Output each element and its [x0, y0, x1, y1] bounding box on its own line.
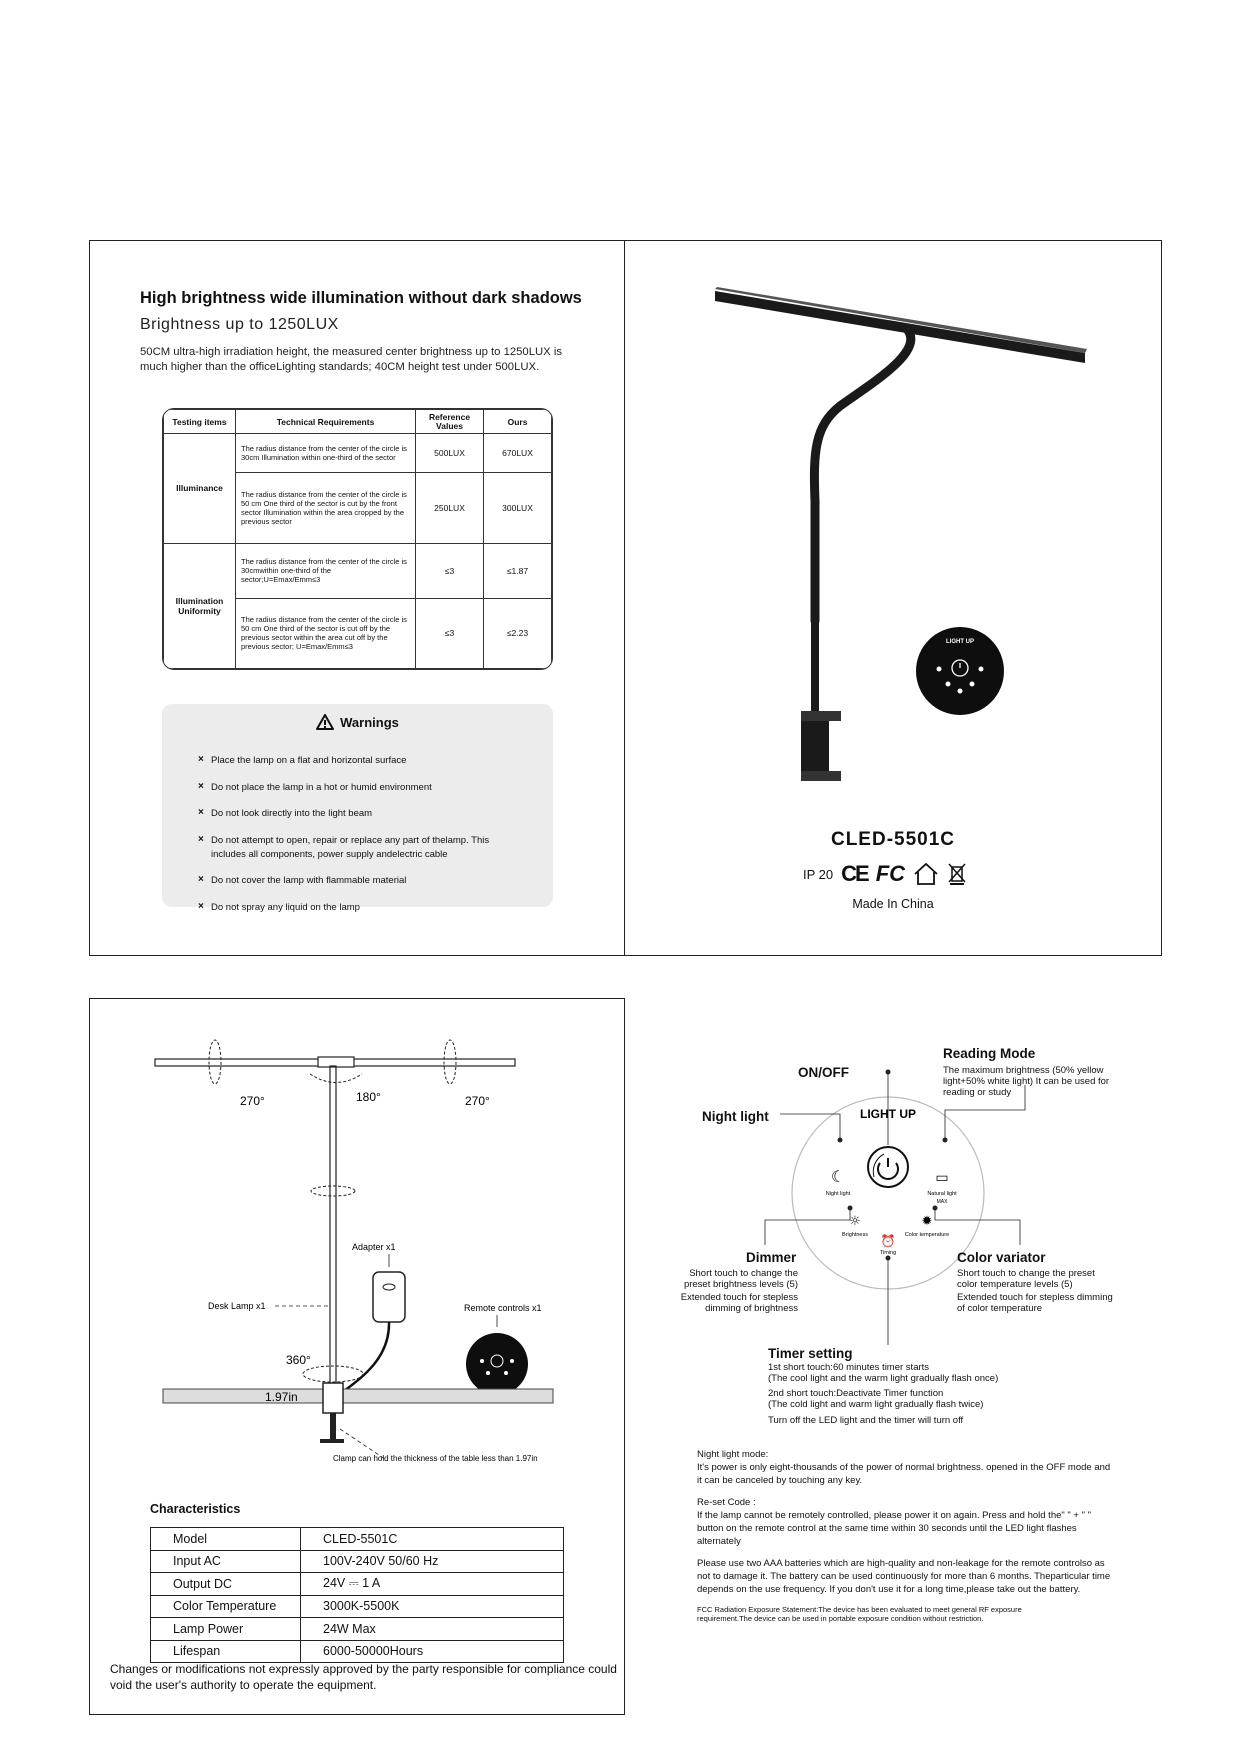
warnings-heading: [162, 714, 553, 730]
sun-filled-icon: ✹: [921, 1214, 933, 1229]
group-uniformity: Illumination Uniformity: [164, 543, 236, 668]
list-item: × Place the lamp on a flat and horizontal surface: [198, 754, 508, 768]
reset-text: If the lamp cannot be remotely controlled, please power it on again. Press and hold the" " + " " button on the remote control at the same time within 30 seconds until the LED light flashes alternately: [697, 1510, 1091, 1547]
sun-outline-icon: ☼: [849, 1214, 861, 1229]
timer-line2: (The cool light and the warm light gradually flash once): [768, 1373, 999, 1384]
list-item: × Do not look directly into the light beam: [198, 807, 508, 821]
reading-mode-desc: The maximum brightness (50% yellow light+50% white light) It can be used for reading or study: [943, 1065, 1110, 1098]
panel-subtitle: Brightness up to 1250LUX: [140, 316, 339, 333]
alarm-clock-icon: ⏰: [880, 1234, 896, 1248]
list-item: × Do not attempt to open, repair or replace any part of thelamp. This includes all components, power supply andelectric cable: [198, 834, 508, 862]
panel-title: High brightness wide illumination without dark shadows: [140, 289, 582, 307]
lamp-illustration: [625, 241, 1163, 801]
warnings-box: [162, 704, 553, 913]
max-badge: MAX: [936, 1199, 948, 1205]
remote-control-image: [915, 626, 1005, 716]
ip-rating: IP 20: [803, 866, 834, 882]
thickness-label: 1.97in: [265, 1390, 298, 1404]
weee-bin-icon: [947, 862, 967, 886]
battery-text: Please use two AAA batteries which are high-quality and non-leakage for the remote controlso as not to damage it. The battery can be used continuously for more than 6 months. Theparticular time depends on the use frequency. If you don't use it for a long time,please take out the battery.: [697, 1558, 1111, 1595]
table-row: [151, 1618, 564, 1641]
ours-cell: ≤1.87: [484, 543, 552, 598]
timer-label: Timer setting: [768, 1346, 853, 1361]
warnings-list: [198, 754, 508, 927]
color-variator-desc1: Short touch to change the preset color temperature levels (5): [957, 1268, 1095, 1290]
rotation-diagram: [90, 999, 626, 1479]
header-testing-items: Testing items: [164, 410, 236, 434]
fcc-mark-icon: FC: [875, 861, 906, 886]
characteristics-title: Characteristics: [150, 1502, 241, 1516]
made-in: Made In China: [852, 897, 934, 911]
table-row: [151, 1550, 564, 1573]
installation-panel: [89, 998, 625, 1715]
angle-center: 180°: [356, 1090, 381, 1104]
spec-value: 24V ⎓ 1 A: [301, 1573, 564, 1596]
night-mode-title: Night light mode:: [697, 1449, 769, 1460]
ours-cell: 670LUX: [484, 434, 552, 473]
dimmer-desc1: Short touch to change the preset brightness levels (5): [683, 1268, 798, 1290]
ref-cell: 250LUX: [416, 473, 484, 543]
fcc-rf-statement: FCC Radiation Exposure Statement:The device has been evaluated to meet general RF exposure requirement.The device can be used in portable exposure condition without restriction.: [697, 1605, 1022, 1623]
model-name: CLED-5501C: [830, 829, 956, 850]
angle-right: 270°: [465, 1094, 490, 1108]
ours-cell: ≤2.23: [484, 598, 552, 668]
indoor-use-icon: [913, 862, 939, 886]
warning-triangle-icon: [316, 714, 334, 730]
angle-left: 270°: [240, 1094, 265, 1108]
remote-label: Remote controls x1: [464, 1303, 542, 1313]
brightness-panel: [89, 240, 625, 956]
spec-key: Output DC: [151, 1573, 301, 1596]
req-cell: The radius distance from the center of the circle is 50 cm One third of the sector is cut off by the previous sector within the area cut off by the previous sector; U=Emax/Emm≤3: [236, 598, 416, 668]
usage-notes: [697, 1448, 1117, 1632]
ref-cell: ≤3: [416, 598, 484, 668]
remote-brand: LIGHT UP: [860, 1107, 916, 1121]
desk-lamp-label: Desk Lamp x1: [208, 1301, 266, 1311]
timer-line5: Turn off the LED light and the timer will turn off: [768, 1415, 964, 1426]
timing-icon-label: Timing: [879, 1250, 897, 1256]
list-item: × Do not place the lamp in a hot or humid environment: [198, 781, 508, 795]
dimmer-desc2: Extended touch for stepless dimming of brightness: [680, 1292, 798, 1314]
header-technical-requirements: Technical Requirements: [236, 410, 416, 434]
spec-key: Color Temperature: [151, 1595, 301, 1618]
list-item: × Do not spray any liquid on the lamp: [198, 901, 508, 915]
group-illuminance: Illuminance: [164, 434, 236, 544]
req-cell: The radius distance from the center of the circle is 50 cm One third of the sector is cut by the front sector Illumination within the area cropped by the previous sector: [236, 473, 416, 543]
ref-cell: 500LUX: [416, 434, 484, 473]
spec-value: 24W Max: [301, 1618, 564, 1641]
table-row: [151, 1528, 564, 1551]
natural-light-icon-label: Natural light: [927, 1191, 957, 1197]
timer-line3: 2nd short touch:Deactivate Timer function: [768, 1388, 944, 1399]
warnings-title: Warnings: [340, 715, 399, 730]
panel-description: 50CM ultra-high irradiation height, the measured center brightness up to 1250LUX is much higher than the officeLighting standards; 40CM height test under 500LUX.: [140, 346, 562, 373]
angle-base: 360°: [286, 1353, 311, 1367]
night-mode-text: It's power is only eight-thousands of the power of normal brightness. opened in the OFF mode and it can be canceled by touching any key.: [697, 1462, 1111, 1486]
on-off-label: ON/OFF: [798, 1065, 849, 1080]
color-temp-icon-label: Color temperature: [904, 1232, 950, 1238]
certifications-row: [803, 861, 967, 887]
spec-value: 3000K-5500K: [301, 1595, 564, 1618]
table-row: [164, 543, 552, 598]
color-variator-label: Color variator: [957, 1250, 1046, 1265]
req-cell: The radius distance from the center of the circle is 30cm Illumination within one-third of the sector: [236, 434, 416, 473]
spec-key: Model: [151, 1528, 301, 1551]
spec-value: 6000-50000Hours: [301, 1640, 564, 1663]
spec-key: Lifespan: [151, 1640, 301, 1663]
brightness-icon-label: Brightness: [842, 1232, 868, 1238]
table-row: [164, 434, 552, 473]
header-ours: Ours: [484, 410, 552, 434]
color-variator-desc2: Extended touch for stepless dimming of color temperature: [957, 1292, 1113, 1314]
table-row: [151, 1595, 564, 1618]
spec-value: CLED-5501C: [301, 1528, 564, 1551]
fcc-compliance-note: Changes or modifications not expressly approved by the party responsible for compliance could void the user's authority to operate the equipment.: [110, 1662, 617, 1692]
spec-key: Input AC: [151, 1550, 301, 1573]
spec-key: Lamp Power: [151, 1618, 301, 1641]
product-panel: [624, 240, 1162, 956]
timer-line1: 1st short touch:60 minutes timer starts: [768, 1362, 930, 1373]
timer-line4: (The cold light and warm light gradually flash twice): [768, 1399, 984, 1410]
table-row: [151, 1640, 564, 1663]
remote-brand: LIGHT UP: [946, 639, 974, 645]
req-cell: The radius distance from the center of the circle is 30cmwithin one-third of the sector;U=Emax/Emm≤3: [236, 543, 416, 598]
reading-mode-label: Reading Mode: [943, 1046, 1036, 1061]
spec-value: 100V-240V 50/60 Hz: [301, 1550, 564, 1573]
book-icon: ▭: [935, 1170, 949, 1186]
header-reference-values: Reference Values: [416, 410, 484, 434]
testing-table: [162, 408, 553, 670]
ce-mark-icon: CE: [841, 861, 868, 886]
adapter-label: Adapter x1: [352, 1242, 396, 1252]
table-row: [151, 1573, 564, 1596]
list-item: × Do not cover the lamp with flammable material: [198, 874, 508, 888]
night-light-label: Night light: [702, 1109, 769, 1124]
clamp-note: Clamp can hold the thickness of the table less than 1.97in: [333, 1454, 538, 1463]
dimmer-label: Dimmer: [746, 1250, 797, 1265]
ref-cell: ≤3: [416, 543, 484, 598]
ours-cell: 300LUX: [484, 473, 552, 543]
reset-title: Re-set Code :: [697, 1497, 756, 1508]
characteristics-table: [150, 1527, 564, 1663]
night-light-icon-label: Night light: [825, 1191, 851, 1197]
moon-icon: ☾: [830, 1167, 846, 1186]
